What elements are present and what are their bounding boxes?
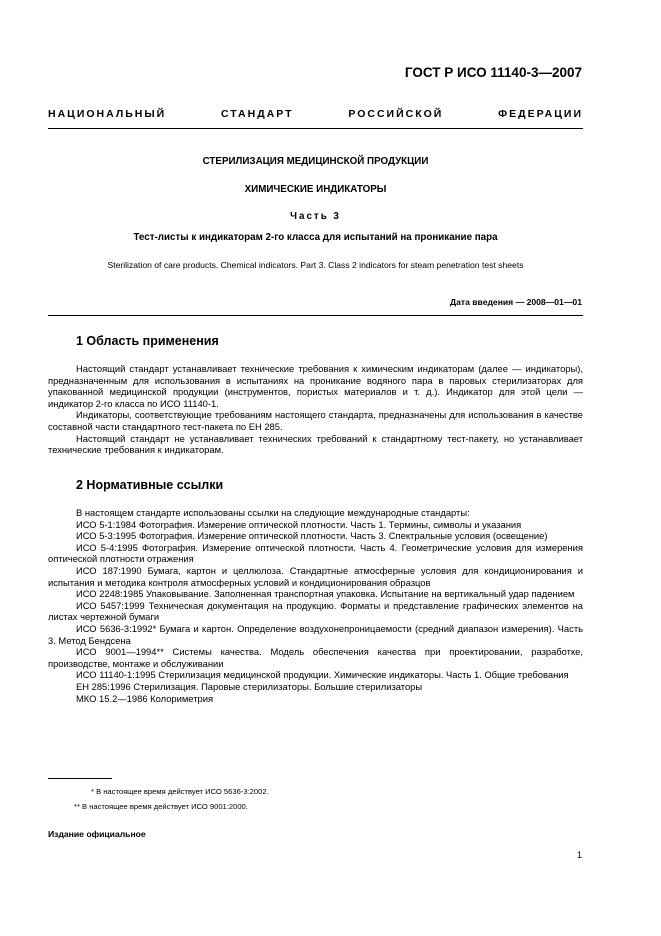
paragraph: Настоящий стандарт не устанавливает технических требований к стандартному тест-пакету, но устанавливает технические требования к индикаторам.: [48, 432, 583, 456]
footnote-2: ** В настоящее время действует ИСО 9001:2000.: [74, 802, 248, 811]
section-1-heading: 1 Область применения: [76, 334, 219, 348]
title-line-1: СТЕРИЛИЗАЦИЯ МЕДИЦИНСКОЙ ПРОДУКЦИИ: [202, 156, 429, 167]
footnote-divider: [48, 778, 112, 779]
national-standard-banner: НАЦИОНАЛЬНЫЙ СТАНДАРТ РОССИЙСКОЙ ФЕДЕРАЦИИ: [48, 108, 583, 120]
paragraph: В настоящем стандарте использованы ссылки на следующие международные стандарты:: [76, 507, 470, 518]
reference-item: ИСО 187:1990 Бумага, картон и целлюлоза. Стандартные атмосферные условия для кондиционирования и испытания и методика контроля атмосферных условий и кондиционирования образцов: [48, 564, 583, 588]
reference-item: ИСО 11140-1:1995 Стерилизация медицинской продукции. Химические индикаторы. Часть 1. Общие требования: [76, 669, 569, 681]
paragraph: Настоящий стандарт устанавливает технические требования к химическим индикаторам (далее — индикаторы), предназначенным для использования в испытаниях на проникание водяного пара в паровых стерилизаторах для упакованной медицинской продукции (инструментов, пористых материалов и т. д.). Индикатор для этой цели — индикатор 2-го класса по ИСО 11140-1.: [48, 363, 583, 409]
reference-item: МКО 15.2—1986 Колориметрия: [76, 692, 214, 704]
reference-item: ЕН 285:1996 Стерилизация. Паровые стерилизаторы. Большие стерилизаторы: [76, 680, 423, 692]
reference-item: ИСО 5457:1999 Техническая документация на продукцию. Форматы и представление графических элементов на листах чертежной бумаги: [48, 599, 583, 623]
section-2-heading: 2 Нормативные ссылки: [76, 478, 224, 492]
reference-item: ИСО 9001—1994** Системы качества. Модель обеспечения качества при проектировании, разработке, производстве, монтаже и обслуживании: [48, 646, 583, 669]
reference-item: ИСО 2248:1985 Упаковывание. Заполненная транспортная упаковка. Испытание на вертикальный удар падением: [76, 588, 575, 600]
reference-item: ИСО 5-4:1995 Фотография. Измерение оптической плотности. Часть 4. Геометрические условия для измерения оптической плотности отражения: [48, 541, 583, 565]
official-edition-label: Издание официальное: [48, 829, 146, 839]
english-title: Sterilization of care products. Chemical indicators. Part 3. Class 2 indicators for steam penetration test sheets: [107, 260, 524, 270]
title-subtitle: Тест-листы к индикаторам 2-го класса для испытаний на проникание пара: [133, 232, 498, 243]
reference-item: ИСО 5-3:1995 Фотография. Измерение оптической плотности. Часть 3. Спектральные условия (освещение): [76, 530, 548, 542]
reference-item: ИСО 5-1:1984 Фотография. Измерение оптической плотности. Часть 1. Термины, символы и указания: [76, 518, 522, 530]
section-2-body: [48, 507, 583, 704]
date-divider: [48, 315, 583, 316]
reference-item: ИСО 5636-3:1992* Бумага и картон. Определение воздухонепроницаемости (средний диапазон измерения). Часть 3. Метод Бендсена: [48, 622, 583, 646]
title-line-2: ХИМИЧЕСКИЕ ИНДИКАТОРЫ: [244, 184, 387, 195]
effective-date: Дата введения — 2008—01—01: [449, 297, 582, 307]
title-part: Часть 3: [290, 211, 341, 222]
section-1-body: [48, 363, 583, 456]
standard-code: ГОСТ Р ИСО 11140-3—2007: [404, 65, 582, 80]
paragraph: Индикаторы, соответствующие требованиям настоящего стандарта, предназначены для использования в качестве составной части стандартного тест-пакета по ЕН 285.: [48, 409, 583, 432]
footnote-1: * В настоящее время действует ИСО 5636-3:2002.: [91, 787, 269, 796]
header-divider: [48, 128, 583, 129]
page-number: 1: [576, 850, 582, 860]
